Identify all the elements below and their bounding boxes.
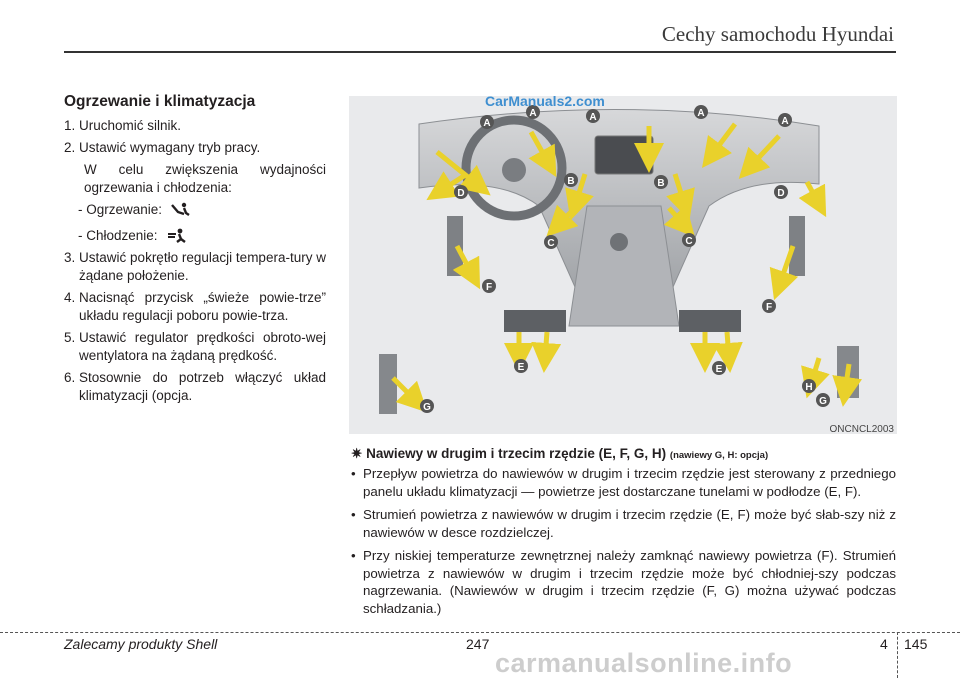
floor-vent-right (679, 310, 741, 332)
footer-page-number: 247 (466, 636, 490, 652)
label-c2 (682, 233, 696, 247)
footer-chapter: 4 (880, 636, 888, 652)
label-b1 (564, 173, 578, 187)
floor-mode-icon (170, 202, 190, 218)
footer-separator (897, 632, 898, 678)
svg-text:E: E (715, 364, 723, 375)
heating-mode: - Ogrzewanie: (64, 197, 326, 223)
label-h1 (802, 379, 816, 393)
footer-rule (0, 632, 960, 633)
svg-text:A: A (589, 112, 597, 123)
label-f2 (762, 299, 776, 313)
svg-text:A: A (483, 118, 491, 129)
svg-text:B: B (657, 178, 665, 189)
figure-code: ONCNCL2003 (829, 424, 894, 435)
label-g2 (816, 393, 830, 407)
pillar-vent-left (447, 216, 463, 276)
header-rule (64, 51, 896, 53)
running-header: Cechy samochodu Hyundai (661, 22, 894, 46)
step-5: 5. Ustawić regulator prędkości obroto-wej wentylatora na żądaną prędkość. (64, 330, 326, 363)
note-2: • Strumień powietrza z nawiewów w drugim i trzecim rzędzie (E, F) może być słab-szy niż z nawiewów w desce rozdzielczej. (351, 507, 896, 540)
svg-text:D: D (457, 188, 465, 199)
footer-left-text: Zalecamy produkty Shell (64, 636, 218, 652)
label-d1 (454, 185, 468, 199)
svg-text:C: C (547, 238, 555, 249)
vents-notes (351, 465, 896, 623)
label-d2 (774, 185, 788, 199)
dashboard-drawing (349, 96, 897, 434)
center-screen (595, 136, 653, 174)
site-watermark: CarManuals2.com (485, 93, 605, 109)
svg-text:D: D (777, 188, 785, 199)
note-3: • Przy niskiej temperaturze zewnętrznej należy zamknąć nawiewy powietrza (F). Strumień powietrza z nawiewów w drugim i trzecim rzędzie może być chłodniej-szy podczas nagrzewania. (Nawiewów w drugim i trzecim rzędzie (F, G) można używać podczas schładzania.) (351, 548, 896, 616)
step-2: 2. Ustawić wymagany tryb pracy. (64, 140, 261, 155)
label-g1 (420, 399, 434, 413)
svg-text:A: A (529, 108, 537, 119)
label-a4 (694, 105, 708, 119)
optional-note: (nawiewy G, H: opcja) (669, 450, 769, 461)
bottom-watermark: carmanualsonline.info (495, 648, 793, 678)
label-b2 (654, 175, 668, 189)
label-f1 (482, 279, 496, 293)
step-3: 3. Ustawić pokrętło regulacji tempera-tury w żądane położenie. (64, 250, 326, 283)
label-a5 (778, 113, 792, 127)
footer-manual-page: 145 (904, 636, 928, 652)
svg-text:G: G (819, 396, 827, 407)
svg-text:A: A (697, 108, 705, 119)
step-4: 4. Nacisnąć przycisk „świeże powie-trze” układu regulacji poboru powie-trza. (64, 290, 326, 323)
label-e2 (712, 361, 726, 375)
svg-text:F: F (485, 282, 493, 293)
vents-heading: ✷ Nawiewy w drugim i trzecim rzędzie (E, F, G, H) (nawiewy G, H: opcja) (351, 446, 769, 461)
floor-vent-left (504, 310, 566, 332)
svg-text:F: F (765, 302, 773, 313)
note-1: • Przepływ powietrza do nawiewów w drugim i trzecim rzędzie jest sterowany z przedniego panelu układu klimatyzacji — powietrze jest dostarczane tunelami w podłodze (E, F). (351, 466, 896, 499)
svg-text:A: A (781, 116, 789, 127)
svg-text:G: G (423, 402, 431, 413)
star-icon: ✷ (351, 446, 363, 461)
label-a1 (480, 115, 494, 129)
instructions-list (64, 117, 326, 409)
label-e1 (514, 359, 528, 373)
svg-text:B: B (567, 176, 575, 187)
vents-illustration (349, 96, 897, 434)
cooling-mode: - Chłodzenie: (64, 223, 326, 249)
svg-text:H: H (805, 382, 813, 393)
label-c1 (544, 235, 558, 249)
step-6: 6. Stosownie do potrzeb włączyć układ klimatyzacji (opcja. (64, 370, 326, 403)
step-2-note: W celu zwiększenia wydajności ogrzewania i chłodzenia: (84, 162, 326, 195)
face-mode-icon (166, 228, 186, 244)
svg-text:E: E (517, 362, 525, 373)
rear-vent-left (379, 354, 397, 414)
step-1: 1. Uruchomić silnik. (64, 118, 182, 133)
section-title: Ogrzewanie i klimatyzacja (64, 93, 256, 110)
svg-text:C: C (685, 236, 693, 247)
label-a3 (586, 109, 600, 123)
center-console (569, 206, 679, 326)
